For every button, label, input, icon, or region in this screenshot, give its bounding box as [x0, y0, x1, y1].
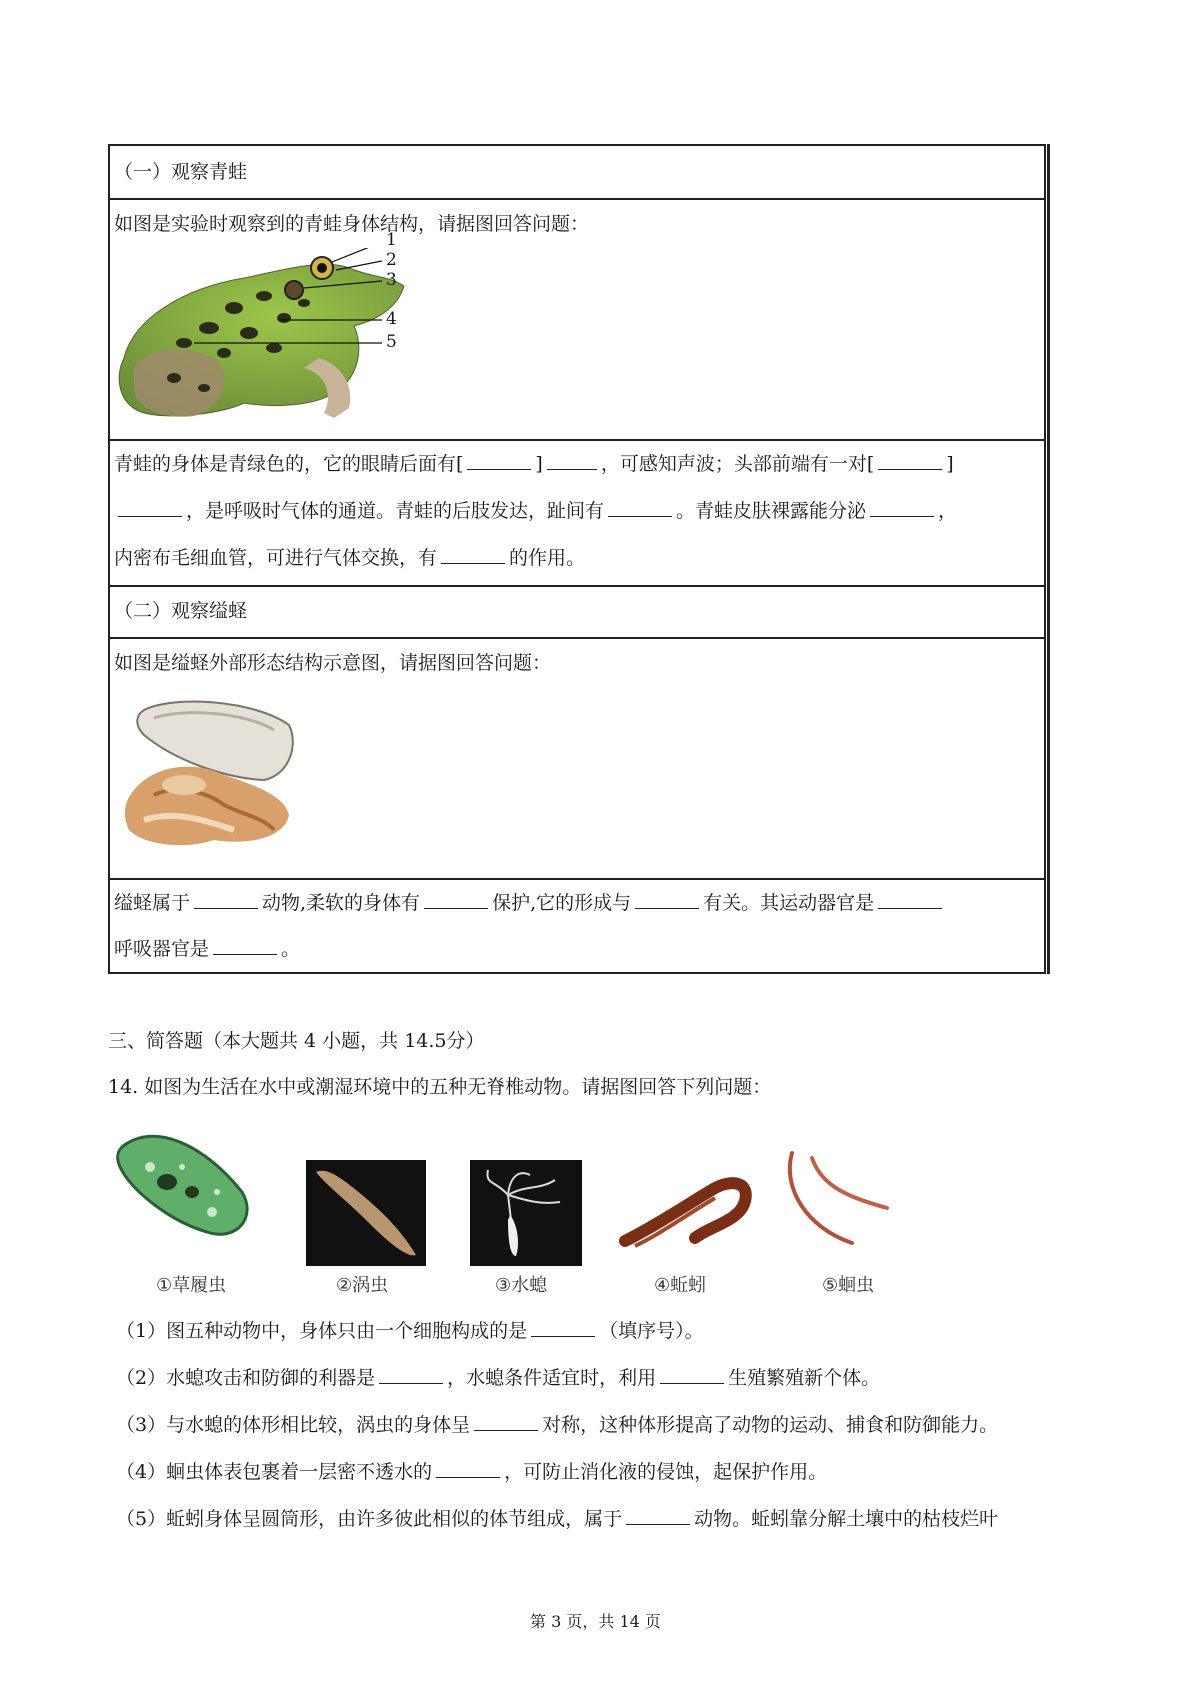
clam-intro: 如图是缢蛏外部形态结构示意图，请据图回答问题： [114, 652, 552, 674]
frog-intro: 如图是实验时观察到的青蛙身体结构，请据图回答问题： [114, 213, 590, 235]
roundworm-image [782, 1148, 902, 1258]
frog-label-5: 5 [386, 332, 397, 352]
sub-question-4: （4）蛔虫体表包裹着一层密不透水的 ，可防止消化液的侵蚀，起保护作用。 [116, 1461, 828, 1483]
sub-question-3: （3）与水螅的体形相比较，涡虫的身体呈 对称，这种体形提高了动物的运动、捕食和防御能力。 [116, 1414, 999, 1436]
caption-earthworm: ④蚯蚓 [654, 1275, 707, 1296]
frog-label-2: 2 [386, 250, 397, 270]
clam-header-row [110, 585, 1044, 639]
hydra-image [470, 1160, 582, 1266]
caption-paramecium: ①草履虫 [156, 1275, 227, 1296]
frog-label-4: 4 [386, 309, 397, 329]
paramecium-image [112, 1122, 262, 1242]
clam-header: （二）观察缢蛏 [114, 600, 248, 622]
sub-question-1: （1）图五种动物中，身体只由一个细胞构成的是 （填序号）。 [116, 1320, 704, 1342]
sub-question-2: （2）水螅攻击和防御的利器是 ，水螅条件适宜时，利用 生殖繁殖新个体。 [116, 1367, 881, 1389]
caption-hydra: ③水螅 [495, 1275, 548, 1296]
frog-header-row [110, 146, 1044, 200]
frog-label-3: 3 [386, 270, 397, 290]
sub-question-5: （5）蚯蚓身体呈圆筒形，由许多彼此相似的体节组成，属于 动物。蚯蚓靠分解土壤中的枯枝烂叶 [116, 1508, 999, 1530]
question-14: 14. 如图为生活在水中或潮湿环境中的五种无脊椎动物。请据图回答下列问题： [108, 1076, 772, 1098]
frog-label-1: 1 [386, 230, 397, 250]
section3-title: 三、简答题（本大题共 4 小题，共 14.5分） [108, 1030, 485, 1052]
earthworm-image [615, 1166, 760, 1256]
clam-question-row [110, 878, 1044, 974]
frog-question-line-3: 内密布毛细血管，可进行气体交换，有 的作用。 [114, 547, 586, 569]
page-footer: 第 3 页，共 14 页 [530, 1612, 661, 1631]
frog-question-row [110, 439, 1044, 587]
clam-question-line-2: 呼吸器官是 。 [114, 938, 301, 960]
frog-header: （一）观察青蛙 [114, 161, 248, 183]
clam-image [114, 690, 314, 860]
frog-question-line-2: ，是呼吸时气体的通道。青蛙的后肢发达，趾间有 。青蛙皮肤裸露能分泌 ， [114, 502, 957, 521]
clam-question-line-1: 缢蛏属于 动物,柔软的身体有 保护,它的形成与 有关。其运动器官是 [114, 894, 946, 913]
planarian-image [306, 1160, 426, 1266]
frog-question-line-1: 青蛙的身体是青绿色的，它的眼睛后面有[ ] ，可感知声波；头部前端有一对[ ] [114, 453, 954, 475]
caption-planarian: ②涡虫 [336, 1275, 389, 1296]
caption-roundworm: ⑤蛔虫 [822, 1275, 875, 1296]
